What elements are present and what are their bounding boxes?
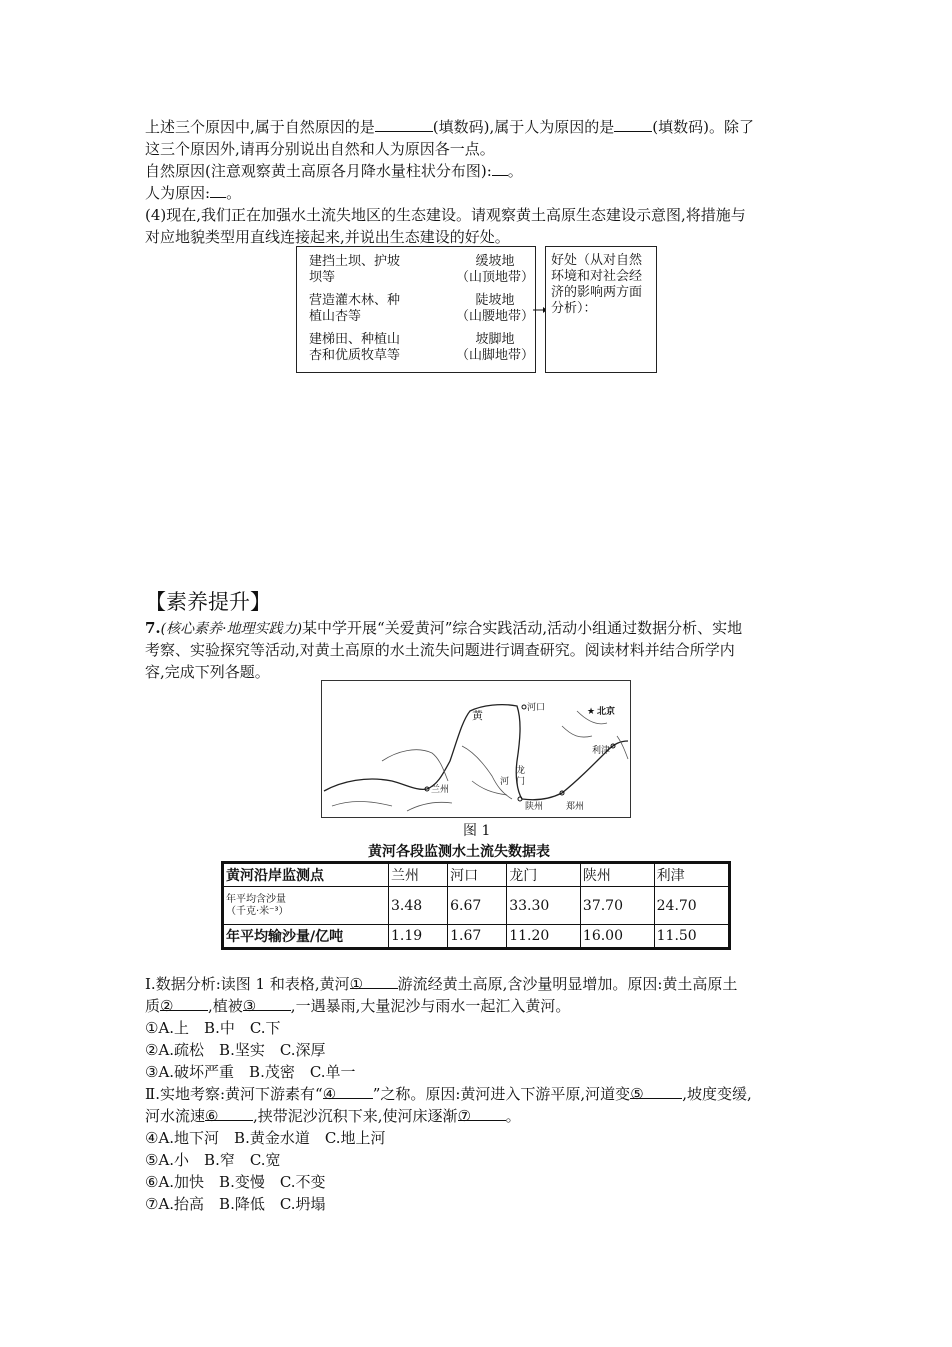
table-cell: 33.30 xyxy=(507,887,581,925)
map-label-shanzhou: 陕州 xyxy=(525,802,544,812)
measure-3[interactable]: 建梯田、种植山 杏和优质牧草等 xyxy=(309,332,401,363)
text: (填数码)。除了 xyxy=(652,118,754,136)
q7-line-3: 容,完成下列各题。 xyxy=(145,663,270,681)
table-cell: 6.67 xyxy=(448,887,507,925)
terrain-3[interactable]: 坡脚地 （山脚地带） xyxy=(455,332,534,363)
benefit-text: 好处（从对自然 环境和对社会经 济的影响两方面 分析）： xyxy=(551,253,643,316)
terrain-1[interactable]: 缓坡地 （山顶地带） xyxy=(455,254,534,285)
text: 某中学开展“关爱黄河”综合实践活动,活动小组通过数据分析、实地 xyxy=(302,619,743,637)
beijing-star-icon: ★ xyxy=(587,707,596,717)
answer-blank[interactable] xyxy=(375,117,433,132)
table-cell: 16.00 xyxy=(580,925,654,949)
q-line-2: 这三个原因外,请再分别说出自然和人为原因各一点。 xyxy=(145,140,495,158)
table-cell: 3.48 xyxy=(389,887,448,925)
q4-line-2: 对应地貌类型用直线连接起来,并说出生态建设的好处。 xyxy=(145,228,510,246)
table-cell: 24.70 xyxy=(654,887,729,925)
map-label-lijin: 利津 xyxy=(592,746,611,756)
text: 。 xyxy=(507,162,523,180)
table-row-label: 年平均含沙量 （千克·米⁻³） xyxy=(223,887,389,925)
option-7: ⑦A.抬高 B.降低 C.坍塌 xyxy=(145,1195,326,1213)
answer-blank[interactable] xyxy=(614,117,652,132)
answer-blank-3[interactable]: ③ xyxy=(243,996,291,1011)
question-number: 7. xyxy=(145,619,161,637)
table-header-cell: 陕州 xyxy=(580,863,654,887)
text: 人为原因: xyxy=(145,184,211,202)
part1-line-2: 质② ,植被③ ,一遇暴雨,大量泥沙与雨水一起汇入黄河。 xyxy=(145,997,571,1015)
answer-blank[interactable] xyxy=(492,161,508,176)
measure-2[interactable]: 营造灌木林、种 植山杏等 xyxy=(309,293,401,324)
part2-line-1: Ⅱ.实地考察:黄河下游素有“④ ”之称。原因:黄河进入下游平原,河道变⑤ ,坡度变缓, xyxy=(145,1085,752,1103)
sediment-data-table xyxy=(221,861,731,950)
answer-blank-1[interactable]: ① xyxy=(350,974,398,989)
map-label-beijing: 北京 xyxy=(597,707,616,717)
option-1: ①A.上 B.中 C.下 xyxy=(145,1019,281,1037)
table-cell: 1.19 xyxy=(389,925,448,949)
q4-line-1: (4)现在,我们正在加强水土流失地区的生态建设。请观察黄土高原生态建设示意图,将措施与 xyxy=(145,206,746,224)
answer-blank-4[interactable]: ④ xyxy=(323,1084,373,1099)
measure-1[interactable]: 建挡土坝、护坡 坝等 xyxy=(309,254,401,285)
table-header-cell: 龙门 xyxy=(507,863,581,887)
yellow-river-map xyxy=(321,680,631,818)
table-header-cell: 河口 xyxy=(448,863,507,887)
q7-line-2: 考察、实验探究等活动,对黄土高原的水土流失问题进行调查研究。阅读材料并结合所学内 xyxy=(145,641,735,659)
option-6: ⑥A.加快 B.变慢 C.不变 xyxy=(145,1173,326,1191)
map-label-hekou: 河口 xyxy=(527,703,546,713)
table-cell: 37.70 xyxy=(580,887,654,925)
terrain-2[interactable]: 陡坡地 （山腰地带） xyxy=(455,293,534,324)
table-header-cell: 兰州 xyxy=(389,863,448,887)
option-3: ③A.破坏严重 B.茂密 C.单一 xyxy=(145,1063,356,1081)
table-header-cell: 黄河沿岸监测点 xyxy=(223,863,389,887)
table-cell: 11.20 xyxy=(507,925,581,949)
table-header-cell: 利津 xyxy=(654,863,729,887)
answer-blank-6[interactable]: ⑥ xyxy=(205,1106,253,1121)
option-5: ⑤A.小 B.窄 C.宽 xyxy=(145,1151,281,1169)
map-label-huang: 黄 xyxy=(472,709,483,722)
option-2: ②A.疏松 B.坚实 C.深厚 xyxy=(145,1041,326,1059)
text: 自然原因(注意观察黄土高原各月降水量柱状分布图): xyxy=(145,162,492,180)
part2-line-2: 河水流速⑥ ,挟带泥沙沉积下来,使河床逐渐⑦ 。 xyxy=(145,1107,521,1125)
answer-blank-2[interactable]: ② xyxy=(160,996,208,1011)
table-cell: 1.67 xyxy=(448,925,507,949)
table-title: 黄河各段监测水土流失数据表 xyxy=(368,844,550,860)
map-label-zhengzhou: 郑州 xyxy=(566,802,585,812)
measure-terrain-box xyxy=(296,246,536,373)
map-label-he: 河 xyxy=(500,777,510,787)
question-tag: (核心素养·地理实践力) xyxy=(160,621,303,637)
answer-blank[interactable] xyxy=(210,183,226,198)
table-header-row xyxy=(223,863,730,887)
table-row xyxy=(223,887,730,925)
benefit-box[interactable] xyxy=(545,246,657,373)
figure-caption: 图 1 xyxy=(463,823,491,839)
q-line-3 xyxy=(145,161,523,181)
part1-line-1: Ⅰ.数据分析:读图 1 和表格,黄河① 游流经黄土高原,含沙量明显增加。原因:黄土高原土 xyxy=(145,975,738,993)
map-label-lanzhou: 兰州 xyxy=(431,785,450,795)
table-row xyxy=(223,925,730,949)
q7-line-1 xyxy=(145,618,742,639)
section-title: 【素养提升】 xyxy=(145,590,271,614)
text: (填数码),属于人为原因的是 xyxy=(432,118,615,136)
map-label-long: 龙 xyxy=(516,766,526,776)
table-cell: 11.50 xyxy=(654,925,729,949)
answer-blank-5[interactable]: ⑤ xyxy=(630,1084,682,1099)
text: 上述三个原因中,属于自然原因的是 xyxy=(145,118,375,136)
map-label-men: 门 xyxy=(516,777,526,787)
q-line-4 xyxy=(145,183,241,203)
table-row-label: 年平均输沙量/亿吨 xyxy=(223,925,389,949)
answer-blank-7[interactable]: ⑦ xyxy=(458,1106,506,1121)
text: 。 xyxy=(226,184,242,202)
q-line-1 xyxy=(145,117,754,137)
option-4: ④A.地下河 B.黄金水道 C.地上河 xyxy=(145,1129,386,1147)
